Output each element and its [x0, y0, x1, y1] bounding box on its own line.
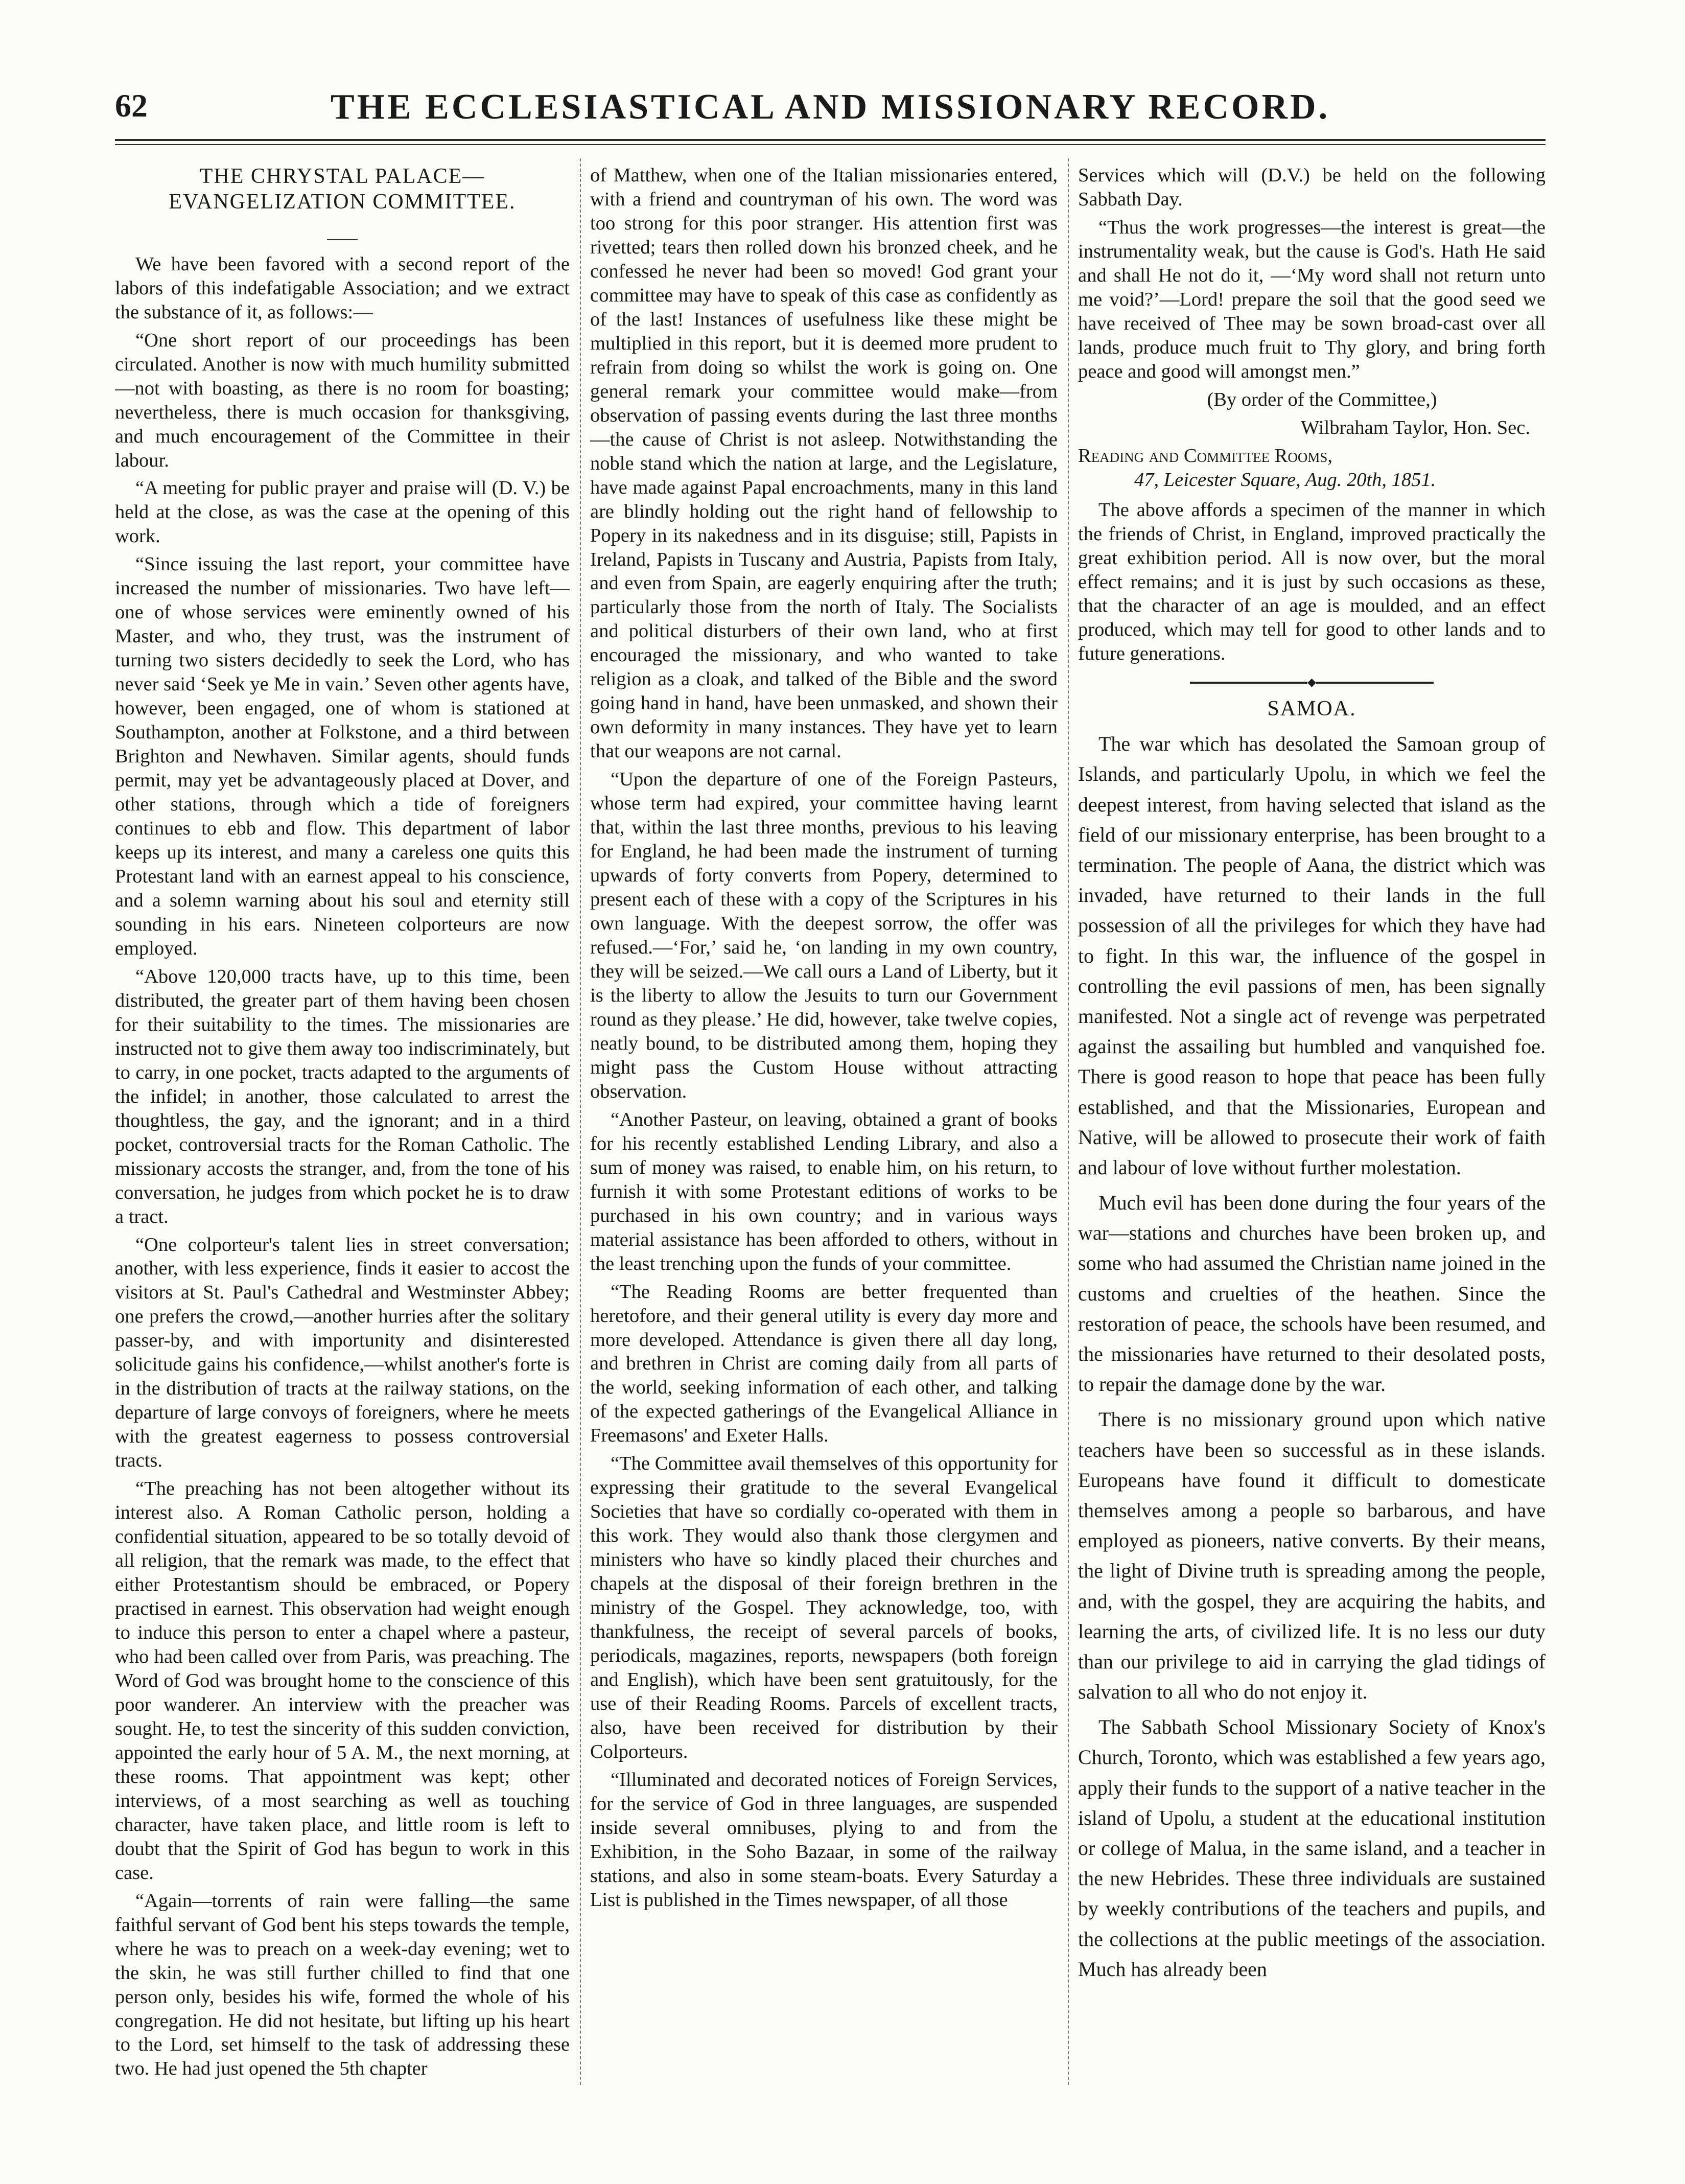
rooms-line: Reading and Committee Rooms,: [1078, 445, 1333, 467]
paragraph: “Another Pasteur, on leaving, obtained a grant of books for his recently established Lending Library, and also a sum of money was raised, to enable him, on his return, to furnish it with some Protestant editions of works to be purchased in his own country; and in various ways material assistance has been afforded to others, without in the least trenching upon the funds of your committee.: [590, 1108, 1058, 1274]
column-2: [590, 164, 1058, 2107]
paragraph: “A meeting for public prayer and praise will (D. V.) be held at the close, as was the case at the opening of this work.: [115, 477, 570, 547]
paragraph: The Sabbath School Missionary Society of Knox's Church, Toronto, which was established a few years ago, apply their funds to the support of a native teacher in the island of Upolu, a student at the educational institution or college of Malua, in the same island, and a teacher in the new Hebrides. These three individuals are sustained by weekly contributions of the teachers and pupils, and the collections at the public meetings of the association. Much has already been: [1078, 1715, 1546, 1981]
address-line: 47, Leicester Square, Aug. 20th, 1851.: [1134, 469, 1436, 491]
journal-title: THE ECCLESIASTICAL AND MISSIONARY RECORD.: [330, 87, 1330, 127]
title-dash: [115, 222, 570, 246]
signature: Wilbraham Taylor, Hon. Sec.: [1301, 416, 1530, 438]
paragraph: “Since issuing the last report, your committee have increased the number of missionaries. Two have left—one of whose services were eminently owned of his Master, and who, they trust, was the instrument of turning two sisters decidedly to seek the Lord, who has never said ‘Seek ye Me in vain.’ Seven other agents have, however, been engaged, one of whom is stationed at Southampton, another at Folkstone, and a third between Brighton and Newhaven. Similar agents, should funds permit, may yet be advantageously placed at Dover, and other stations, through which a tide of foreigners continues to ebb and flow. This department of labor keeps up its interest, and many a careless one quits this Protestant land with an earnest appeal to his conscience, and a solemn warning about his soul and eternity still sounding in his ears. Nineteen colporteurs are now employed.: [115, 553, 570, 959]
paragraph: The war which has desolated the Samoan group of Islands, and particularly Upolu, in which we feel the deepest interest, from having selected that island as the field of our missionary enterprise, has been brought to a termination. The people of Aana, the district which was invaded, have returned to their lands in the full possession of all the privileges for which they have had to fight. In this war, the influence of the gospel in controlling the evil passions of men, has been signally manifested. Not a single act of revenge was perpetrated against the assailing but humbled and vanquished foe. There is good reason to hope that peace has been fully established, and that the Missionaries, European and Native, will be allowed to prosecute their work of faith and labour of love without further molestation.: [1078, 732, 1546, 1179]
paragraph: “Illuminated and decorated notices of Foreign Services, for the service of God in three languages, are suspended inside several omnibuses, plying to and from the Exhibition, in the Soho Bazaar, in some of the railway stations, and also in some steam-boats. Every Saturday a List is published in the Times newspaper, of all those: [590, 1769, 1058, 1911]
article-title: THE CHRYSTAL PALACE—EVANGELIZATION COMMITTEE.: [169, 165, 516, 214]
page-number: 62: [115, 87, 148, 124]
samoa-article: [1078, 729, 1546, 1984]
paragraph: “The Committee avail themselves of this opportunity for expressing their gratitude to the several Evangelical Societies that have so cordially co-operated with them in this work. They would also thank those clergymen and ministers who have so kindly placed their churches and chapels at the disposal of their foreign brethren in the ministry of the Gospel. They acknowledge, too, with thankfulness, the receipt of several parcels of books, periodicals, magazines, reports, newspapers (both foreign and English), which have been sent gratuitously, for the use of their Reading Rooms. Parcels of excellent tracts, also, have been received for distribution by their Colporteurs.: [590, 1453, 1058, 1762]
column-1: [115, 164, 570, 2107]
paragraph: Services which will (D.V.) be held on the following Sabbath Day.: [1078, 165, 1546, 210]
paragraph: We have been favored with a second report of the labors of this indefatigable Association; and we extract the substance of it, as follows:—: [115, 253, 570, 323]
paragraph: “Above 120,000 tracts have, up to this time, been distributed, the greater part of them having been chosen for their suitability to the times. The missionaries are instructed not to give them away too indiscriminately, but to carry, in one pocket, tracts adapted to the arguments of the infidel; in another, those calculated to arrest the thoughtless, the gay, and the ignorant; and in a third pocket, controversial tracts for the Roman Catholic. The missionary accosts the stranger, and, from the tone of his conversation, he judges from which pocket he is to draw a tract.: [115, 965, 570, 1227]
section-ornament: ◆: [1078, 671, 1546, 691]
paragraph: “The Reading Rooms are better frequented than heretofore, and their general utility is every day more and more developed. Attendance is given there all day long, and brethren in Christ are coming daily from all parts of the world, seeking information of each other, and talking of the expected gatherings of the Evangelical Alliance in Freemasons' and Exeter Halls.: [590, 1281, 1058, 1447]
column-3: [1078, 164, 1546, 2107]
header-rule-thin: [115, 144, 1546, 145]
paragraph: of Matthew, when one of the Italian missionaries entered, with a friend and countryman of his own. The word was too strong for this poor stranger. His attention first was rivetted; tears then rolled down his bronzed cheek, and he confessed he never had been so moved! God grant your committee may have to speak of this case as confidently as of the last! Instances of usefulness like these might be multiplied in this report, but it is deemed more prudent to refrain from doing so whilst the work is going on. One general remark your committee would make—from observation of passing events during the last three months—the cause of Christ is not asleep. Notwithstanding the noble stand which the nation at large, and the Legislature, have made against Papal encroachments, many in this land are blindly holding out the right hand of fellowship to Popery in its nakedness and in its disguise; still, Papists in Ireland, Papists in Tuscany and Austria, Papists from Italy, and even from Spain, are eagerly enquiring after the truth; particularly those from the north of Italy. The Socialists and political disturbers of their own land, who at first encouraged the missionary, and who wanted to take religion as a cloak, and talked of the Bible and the sword going hand in hand, have been unmasked, and shown their own deformity in many instances. They have yet to learn that our weapons are not carnal.: [590, 165, 1058, 762]
paragraph: “One colporteur's talent lies in street conversation; another, with less experience, finds it easier to accost the visitors at St. Paul's Cathedral and Westminster Abbey; one prefers the crowd,—another hurries after the solitary passer-by, and with importunity and disinterested solicitude gains his confidence,—whilst another's forte is in the distribution of tracts at the railway stations, on the departure of large convoys of foreigners, where he meets with the greatest eagerness to possess controversial tracts.: [115, 1234, 570, 1472]
column-divider: [580, 158, 581, 2085]
header-rule: [115, 139, 1546, 141]
article-title: SAMOA.: [1267, 696, 1356, 721]
paragraph: There is no missionary ground upon which native teachers have been so successful as in these islands. Europeans have found it difficult to domesticate themselves among a people so barbarous, and have employed as pioneers, native converts. By their means, the light of Divine truth is spreading among the people, and, with the gospel, they are acquiring the habits, and learning the arts, of civilized life. It is no less our duty than our privilege to aid in carrying the glad tidings of salvation to all who do not enjoy it.: [1078, 1408, 1546, 1704]
page-header: [115, 82, 1546, 133]
paragraph: “The preaching has not been altogether without its interest also. A Roman Catholic person, holding a confidential situation, appeared to be so totally devoid of all religion, that the remark was made, to the effect that either Protestantism should be embraced, or Popery practised in earnest. This observation had weight enough to induce this person to enter a chapel where a pasteur, who had been called over from Paris, was preaching. The Word of God was brought home to the conscience of this poor wanderer. An interview with the preacher was sought. He, to test the sincerity of this sudden conviction, appointed the early hour of 5 A. M., the next morning, at these rooms. That appointment was kept; other interviews, of a most searching as well as touching character, have taken place, and little room is left to doubt that the Spirit of God has begun to work in this case.: [115, 1478, 570, 1884]
paragraph: “Thus the work progresses—the interest is great—the instrumentality weak, but the cause is God's. Hath He said and shall He not do it, —‘My word shall not return unto me void?’—Lord! prepare the soil that the good seed we have received of Thee may be sown broad-cast over all lands, produce much fruit to Thy glory, and bring forth peace and good will amongst men.”: [1078, 216, 1546, 382]
paragraph: “Again—torrents of rain were falling—the same faithful servant of God bent his steps towards the temple, where he was to preach on a week-day evening; wet to the skin, he was still further chilled to find that one person only, besides his wife, formed the whole of his congregation. He did not hesitate, but lifting up his heart to the Lord, set himself to the task of addressing these two. He had just opened the 5th chapter: [115, 1890, 570, 2080]
paragraph: “Upon the departure of one of the Foreign Pasteurs, whose term had expired, your committee having learnt that, within the last three months, previous to his leaving for England, he had been made the instrument of turning upwards of forty converts from Popery, determined to present each of these with a copy of the Scriptures in his own language. With the deepest sorrow, the offer was refused.—‘For,’ said he, ‘on landing in my own country, they will be seized.—We call ours a Land of Liberty, but it is the liberty to allow the Jesuits to turn our Government round as they please.’ He did, however, take twelve copies, neatly bound, to be distributed among them, hoping they might pass the Custom House without attracting observation.: [590, 769, 1058, 1102]
paragraph: Much evil has been done during the four years of the war—stations and churches have been broken up, and some who had assumed the Christian name joined in the customs and cruelties of the heathen. Since the restoration of peace, the schools have been resumed, and the missionaries have returned to their desolated posts, to repair the damage done by the war.: [1078, 1191, 1546, 1396]
paragraph: The above affords a specimen of the manner in which the friends of Christ, in England, improved practically the great exhibition period. All is now over, but the moral effect remains; and it is just by such occasions as these, that the character of an age is moulded, and an effect produced, which may tell for good to other lands and to future generations.: [1078, 499, 1546, 665]
column-divider: [1068, 158, 1069, 2085]
paragraph: “One short report of our proceedings has been circulated. Another is now with much humility submitted—not with boasting, as there is no room for boasting; nevertheless, there is much occasion for thanksgiving, and much encouragement of the Committee in their labour.: [115, 329, 570, 471]
by-order-line: (By order of the Committee,): [1207, 388, 1437, 410]
